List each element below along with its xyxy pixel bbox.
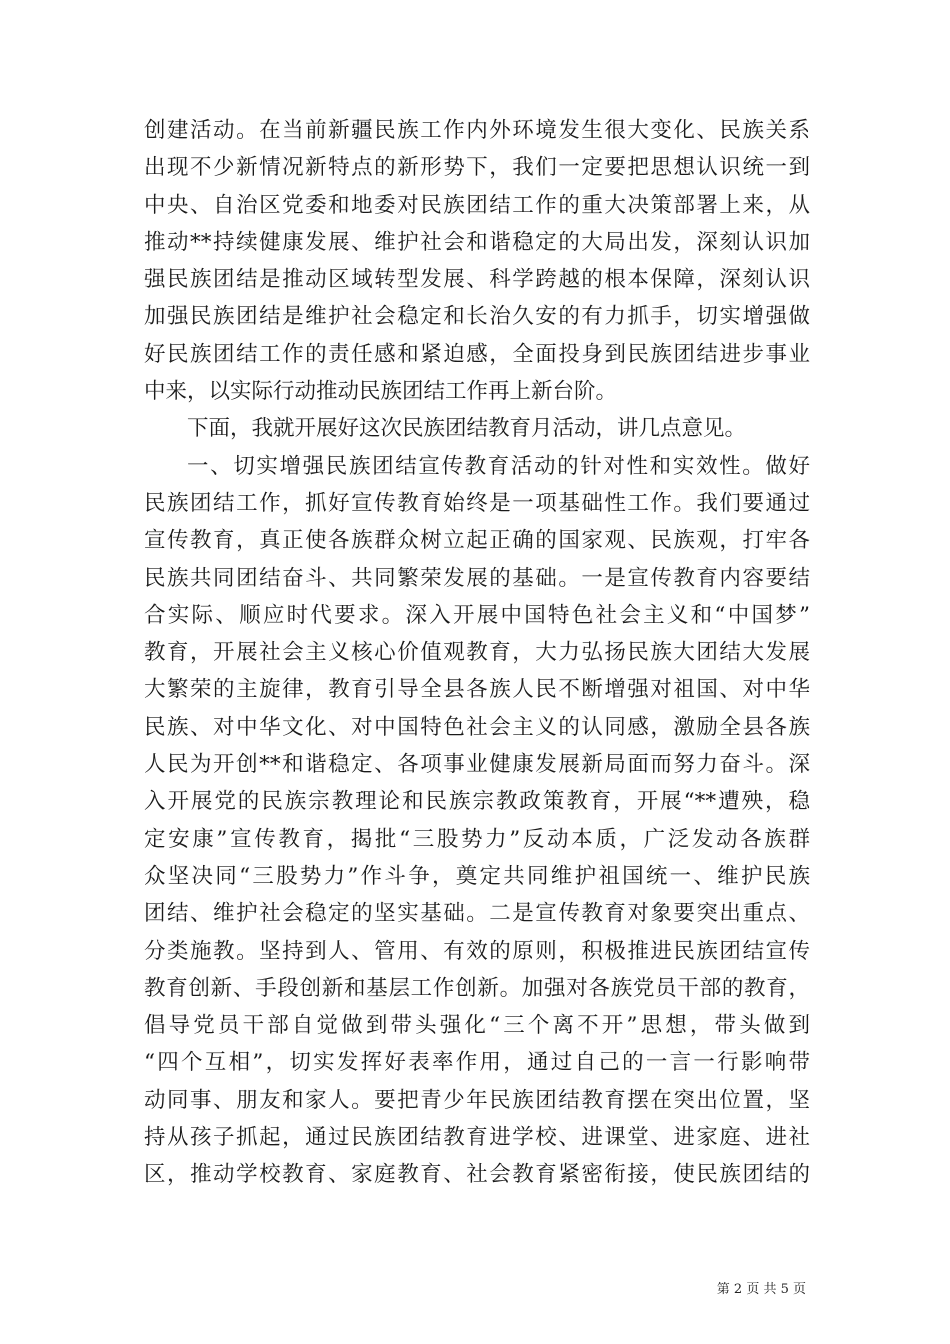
text-line: 加强民族团结是维护社会稳定和长治久安的有力抓手，切实增强做 <box>144 304 810 330</box>
text-line: 倡导党员干部自觉做到带头强化“三个离不开”思想，带头做到 <box>144 1013 810 1039</box>
text-line: 动同事、朋友和家人。要把青少年民族团结教育摆在突出位置，坚 <box>144 1087 810 1113</box>
text-line: 强民族团结是推动区域转型发展、科学跨越的根本保障，深刻认识 <box>144 267 810 293</box>
text-line: 推动**持续健康发展、维护社会和谐稳定的大局出发，深刻认识加 <box>144 229 810 255</box>
text-line: 人民为开创**和谐稳定、各项事业健康发展新局面而努力奋斗。深 <box>144 752 810 778</box>
text-line: 出现不少新情况新特点的新形势下，我们一定要把思想认识统一到 <box>144 155 810 181</box>
text-line: 定安康”宣传教育，揭批“三股势力”反动本质，广泛发动各族群 <box>144 826 810 852</box>
text-line: 入开展党的民族宗教理论和民族宗教政策教育，开展“**遭殃，稳 <box>144 789 810 815</box>
text-line: “四个互相”，切实发挥好表率作用，通过自己的一言一行影响带 <box>144 1050 810 1076</box>
text-line: 下面，我就开展好这次民族团结教育月活动，讲几点意见。 <box>187 416 747 442</box>
text-line: 团结、维护社会稳定的坚实基础。二是宣传教育对象要突出重点、 <box>144 901 810 927</box>
text-line: 中央、自治区党委和地委对民族团结工作的重大决策部署上来，从 <box>144 192 810 218</box>
text-line: 教育，开展社会主义核心价值观教育，大力弘扬民族大团结大发展 <box>144 640 810 666</box>
text-line: 中来，以实际行动推动民族团结工作再上新台阶。 <box>144 379 618 405</box>
text-line: 合实际、顺应时代要求。深入开展中国特色社会主义和“中国梦” <box>144 602 810 628</box>
text-line: 宣传教育，真正使各族群众树立起正确的国家观、民族观，打牢各 <box>144 528 810 554</box>
text-line: 众坚决同“三股势力”作斗争，奠定共同维护祖国统一、维护民族 <box>144 863 810 889</box>
text-line: 分类施教。坚持到人、管用、有效的原则，积极推进民族团结宣传 <box>144 938 810 964</box>
text-line: 一、切实增强民族团结宣传教育活动的针对性和实效性。做好 <box>187 453 810 479</box>
text-line: 民族团结工作，抓好宣传教育始终是一项基础性工作。我们要通过 <box>144 490 810 516</box>
text-line: 好民族团结工作的责任感和紧迫感，全面投身到民族团结进步事业 <box>144 341 810 367</box>
page-number-footer: 第 2 页 共 5 页 <box>716 1282 806 1297</box>
document-body <box>144 112 810 1194</box>
text-line: 大繁荣的主旋律，教育引导全县各族人民不断增强对祖国、对中华 <box>144 677 810 703</box>
text-line: 民族共同团结奋斗、共同繁荣发展的基础。一是宣传教育内容要结 <box>144 565 810 591</box>
text-line: 区，推动学校教育、家庭教育、社会教育紧密衔接，使民族团结的 <box>144 1162 810 1188</box>
text-line: 创建活动。在当前新疆民族工作内外环境发生很大变化、民族关系 <box>144 118 810 143</box>
text-line: 持从孩子抓起，通过民族团结教育进学校、进课堂、进家庭、进社 <box>144 1125 810 1151</box>
text-line: 民族、对中华文化、对中国特色社会主义的认同感，激励全县各族 <box>144 714 810 740</box>
text-line: 教育创新、手段创新和基层工作创新。加强对各族党员干部的教育， <box>144 975 810 1001</box>
